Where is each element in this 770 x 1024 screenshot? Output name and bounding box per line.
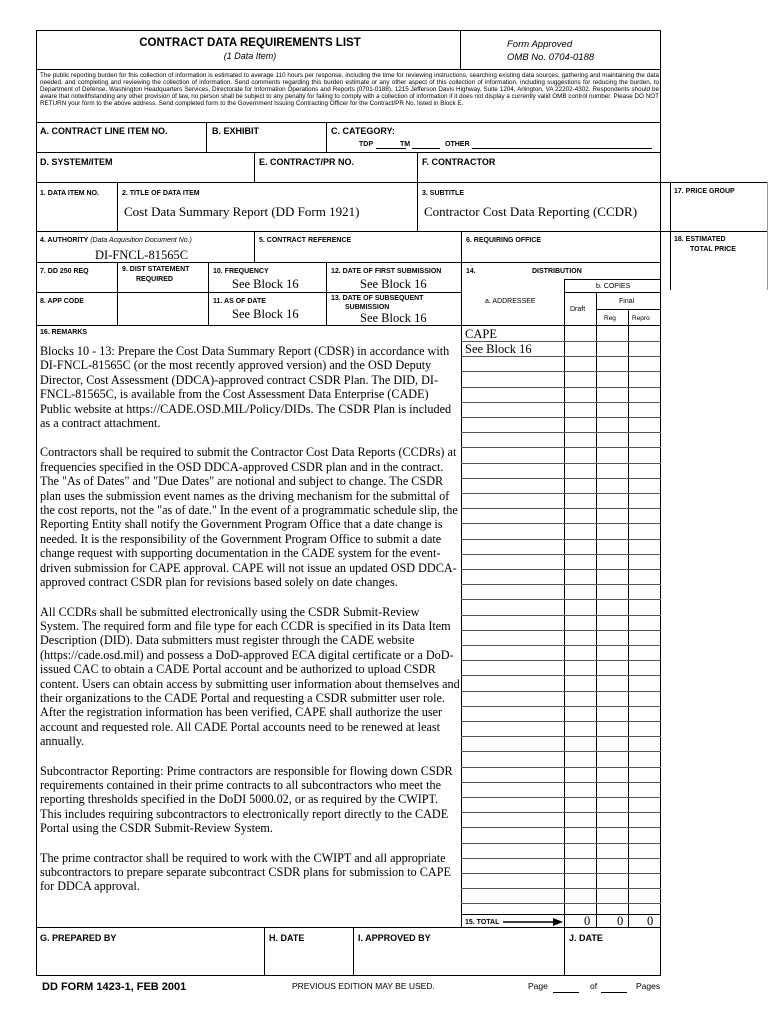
distribution-row-line — [461, 402, 661, 403]
remarks-paragraph-3: All CCDRs shall be submitted electronically using the CSDR Submit-Review System. The required form and file type for each CCDR is specified in its Data Item Description (DID). Data submitters must register through the CADE website (https://cade.osd.mil) and possess a DoD-approved ECA digital certificate or a DoD-issued CAC to obtain a CADE Portal account and be authorized to upload CSDR content. Users can obtain access by submitting user information about themselves and their organizations to the CADE Portal and requesting a CSDR submitter user role. After the registration information has been verified, CAPE shall authorize the user account and requested role. All CADE Portal accounts need to be renewed at least annually. — [40, 604, 460, 749]
rule-2-3 — [417, 182, 418, 231]
distribution-label: DISTRIBUTION — [532, 268, 582, 275]
rule-def — [36, 152, 661, 153]
distribution-row-line — [461, 615, 661, 616]
reg-label: Reg — [604, 315, 616, 322]
total-reg: 0 — [617, 914, 624, 928]
form-approved: Form Approved — [507, 39, 573, 50]
rule-total — [461, 914, 661, 915]
page-number-field[interactable] — [553, 992, 579, 993]
rule-g-h — [264, 927, 265, 976]
distribution-row-line — [461, 417, 661, 418]
copies-label: b. COPIES — [596, 283, 631, 290]
block-18-label-1: 18. ESTIMATED — [674, 236, 726, 243]
rule-7-9 — [117, 262, 118, 325]
addressee-label: a. ADDRESSEE — [485, 298, 536, 305]
rule-9-10 — [208, 262, 209, 325]
rule-i-j — [564, 927, 565, 976]
distribution-row-line — [461, 782, 661, 783]
distribution-row-line — [461, 691, 661, 692]
block-h-label: H. DATE — [269, 933, 305, 943]
block-10-value[interactable]: See Block 16 — [232, 277, 299, 291]
block-1-label: 1. DATA ITEM NO. — [40, 190, 99, 197]
block-e-label: E. CONTRACT/PR NO. — [259, 157, 355, 167]
block-17-label: 17. PRICE GROUP — [674, 188, 735, 195]
page-count-field[interactable] — [601, 992, 627, 993]
block-12-label: 12. DATE OF FIRST SUBMISSION — [331, 268, 442, 275]
block-5-label: 5. CONTRACT REFERENCE — [259, 237, 352, 244]
distribution-row-line — [461, 508, 661, 509]
block-3-label: 3. SUBTITLE — [422, 190, 465, 197]
rule-d-e — [254, 152, 255, 182]
repro-label: Repro — [632, 315, 650, 322]
remarks-paragraph-4: Subcontractor Reporting: Prime contractors are responsible for flowing down CSDR requirements contained in their prime contracts to all subcontractors who meet the reporting thresholds specified in the DoDI 5000.02, or as required by the CWIPT. This includes requiring subcontractors to electronically report directly to the CADE Portal using the CSDR Submit-Review System. — [40, 763, 453, 836]
of-label: of — [590, 981, 598, 991]
block-13-label-2: SUBMISSION — [345, 304, 390, 311]
distribution-row-line — [461, 387, 661, 388]
block-f-label: F. CONTRACTOR — [422, 157, 496, 167]
distribution-row-line — [461, 827, 661, 828]
distribution-row-line — [461, 432, 661, 433]
other-field[interactable] — [472, 148, 652, 149]
block-11-label: 11. AS OF DATE — [213, 298, 266, 305]
rule-123 — [36, 182, 768, 183]
rule-7 — [36, 262, 661, 263]
block-b-label: B. EXHIBIT — [212, 126, 260, 136]
block-8-label: 8. APP CODE — [40, 298, 84, 305]
block-9-label-2: REQUIRED — [136, 276, 173, 283]
distribution-row-line — [461, 599, 661, 600]
header-rule — [36, 69, 661, 70]
distribution-row-line — [461, 584, 661, 585]
rule-8 — [36, 292, 461, 293]
distribution-row-line — [461, 463, 661, 464]
block-10-label: 10. FREQUENCY — [213, 268, 269, 275]
rule-e-f — [417, 152, 418, 182]
distribution-row-line — [461, 630, 661, 631]
category-tm: TM — [400, 141, 411, 148]
block-2-value[interactable]: Cost Data Summary Report (DD Form 1921) — [124, 204, 360, 219]
block-d-label: D. SYSTEM/ITEM — [40, 157, 113, 167]
distribution-row-line — [461, 356, 661, 357]
distribution-row-line — [461, 721, 661, 722]
block-14-label: 14. — [466, 268, 476, 275]
form-number: DD FORM 1423-1, FEB 2001 — [42, 981, 187, 993]
rule-h-i — [353, 927, 354, 976]
block-9-label-1: 9. DIST STATEMENT — [122, 266, 190, 273]
block-6-label: 6. REQUIRING OFFICE — [466, 237, 542, 244]
rule-abc — [36, 122, 661, 123]
distribution-row-line — [461, 371, 661, 372]
block-7-label: 7. DD 250 REQ — [40, 268, 89, 275]
block-4-value[interactable]: DI-FNCL-81565C — [95, 248, 189, 262]
page-label: Page — [528, 981, 548, 991]
rule-456 — [36, 231, 768, 232]
omb-number: OMB No. 0704-0188 — [507, 52, 595, 63]
remarks-text — [40, 344, 460, 909]
rule-5-6 — [461, 231, 462, 262]
header-divider — [460, 30, 461, 69]
rule-16 — [36, 325, 661, 326]
rule-a-b — [206, 122, 207, 152]
category-tdp: TDP — [359, 141, 373, 148]
block-13-value[interactable]: See Block 16 — [360, 311, 427, 325]
distribution-row-line — [461, 569, 661, 570]
rule-copies-2 — [564, 292, 661, 293]
draft-rule — [564, 279, 565, 927]
block-11-value[interactable]: See Block 16 — [232, 307, 299, 321]
block-15-label: 15. TOTAL — [465, 919, 500, 926]
block-a-label: A. CONTRACT LINE ITEM NO. — [40, 126, 168, 136]
distribution-row-line — [461, 736, 661, 737]
pages-label: Pages — [636, 981, 661, 991]
form-title: CONTRACT DATA REQUIREMENTS LIST — [139, 37, 361, 49]
rule-g — [36, 927, 661, 928]
distribution-row-line — [461, 706, 661, 707]
block-c-label: C. CATEGORY: — [331, 126, 395, 136]
block-4-label: 4. AUTHORITY (Data Acquisition Document No.) — [40, 237, 192, 244]
tm-field[interactable] — [412, 148, 440, 149]
rule-1-2 — [117, 182, 118, 231]
total-draft: 0 — [584, 914, 591, 928]
block-g-label: G. PREPARED BY — [40, 933, 117, 943]
distribution-row-line — [461, 751, 661, 752]
block-j-label: J. DATE — [569, 933, 603, 943]
remarks-paragraph-2: Contractors shall be required to submit the Contractor Cost Data Reports (CCDRs) at frequencies specified in the OSD DDCA-approved CSDR plan and in the contract. The "As of Dates" and "Due Dates" are notional and subject to change. The CSDR plan uses the submission event names as the driving mechanism for the submittal of the cost reports, not the "as of date." In the event of a programmatic schedule slip, the Reporting Entity shall notify the Government Program Office that a date change is needed. It is the responsibility of the Government Program Office to submit a date change request with supporting documentation in the CADE system for the event-driven submission for CAPE approval. CAPE will not issue an updated OSD DDCA-approved contract CSDR plan for revisions based solely on date changes. — [40, 445, 458, 590]
remarks-paragraph-1: Blocks 10 - 13: Prepare the Cost Data Summary Report (CDSR) in accordance with DI-FNCL-81565C (or the most recently approved version) and the OSD Deputy Director, Cost Assessment (DDCA)-approved contract CSDR Plan. The DID, DI-FNCL-81565C, is available from the Cost Assessment Data Enterprise (CADE) Public website at https://CADE.OSD.MIL/Policy/DIDs. The CSDR Plan is included as a contract attachment. — [40, 344, 452, 431]
rule-4-5 — [254, 231, 255, 262]
block-12-value[interactable]: See Block 16 — [360, 277, 427, 291]
distribution-row-line — [461, 873, 661, 874]
distribution-row-line — [461, 478, 661, 479]
form-subtitle: (1 Data Item) — [223, 51, 277, 61]
price-column-edge — [767, 182, 768, 290]
previous-edition: PREVIOUS EDITION MAY BE USED. — [292, 981, 435, 991]
distribution-row-line — [461, 493, 661, 494]
burden-statement: The public reporting burden for this collection of information is estimated to average 110 hours per response, including the time for reviewing instructions, searching existing data sources, gathering and maintaining the data needed, and completing and reviewing the collection of information. Send comments regarding this burden estimate or any other aspect of this collection of information, including suggestions for reducing the burden, to Department of Defense, Washington Headquarters Services, Directorate for Information Operations and Reports (0701-0188), 1215 Jefferson Davis Highway, Suite 1204, Arlington, VA 22202-4302. Respondents should be aware that notwithstanding any other provision of law, no person shall be subject to any penalty for failing to comply with a collection of information if it does not display a currently valid OMB control number. Please DO NOT RETURN your form to the above address. Send completed form to the Government Issuing Contracting Officer for the Contract/PR No. listed in Block E. — [40, 72, 659, 107]
block-2-label: 2. TITLE OF DATA ITEM — [122, 190, 200, 197]
distribution-row-line — [461, 767, 661, 768]
arrow-right-icon — [503, 917, 563, 927]
distribution-row-line — [461, 660, 661, 661]
block-i-label: I. APPROVED BY — [358, 933, 431, 943]
distribution-row-line — [461, 675, 661, 676]
block-18-label-2: TOTAL PRICE — [690, 246, 736, 253]
remarks-paragraph-5: The prime contractor shall be required to work with the CWIPT and all appropriate subcontractors to prepare separate subcontract CSDR plans for submission to CAPE for DDCA approval. — [40, 850, 451, 894]
block-16-label: 16. REMARKS — [40, 329, 88, 336]
distribution-row-line — [461, 812, 661, 813]
distribution-row-line — [461, 858, 661, 859]
distribution-row-line — [461, 843, 661, 844]
total-repro: 0 — [647, 914, 654, 928]
rule-copies — [564, 279, 661, 280]
distribution-row-2-addressee[interactable]: See Block 16 — [465, 342, 532, 356]
distribution-row-line — [461, 888, 661, 889]
final-label: Final — [619, 298, 635, 305]
block-3-value[interactable]: Contractor Cost Data Reporting (CCDR) — [424, 204, 638, 219]
rule-b-c — [326, 122, 327, 152]
draft-label: Draft — [570, 306, 586, 313]
category-other: OTHER — [445, 141, 470, 148]
distribution-row-line — [461, 554, 661, 555]
distribution-row-line — [461, 447, 661, 448]
block-4-note: (Data Acquisition Document No.) — [90, 237, 192, 244]
distribution-row-line — [461, 797, 661, 798]
rule-10-12 — [326, 262, 327, 325]
price-column-rule — [670, 182, 671, 290]
block-13-label-1: 13. DATE OF SUBSEQUENT — [331, 295, 424, 302]
distribution-row-1-addressee[interactable]: CAPE — [465, 327, 497, 341]
distribution-row-line — [461, 539, 661, 540]
distribution-row-line — [461, 645, 661, 646]
distribution-row-line — [461, 523, 661, 524]
distribution-row-line — [461, 903, 661, 904]
